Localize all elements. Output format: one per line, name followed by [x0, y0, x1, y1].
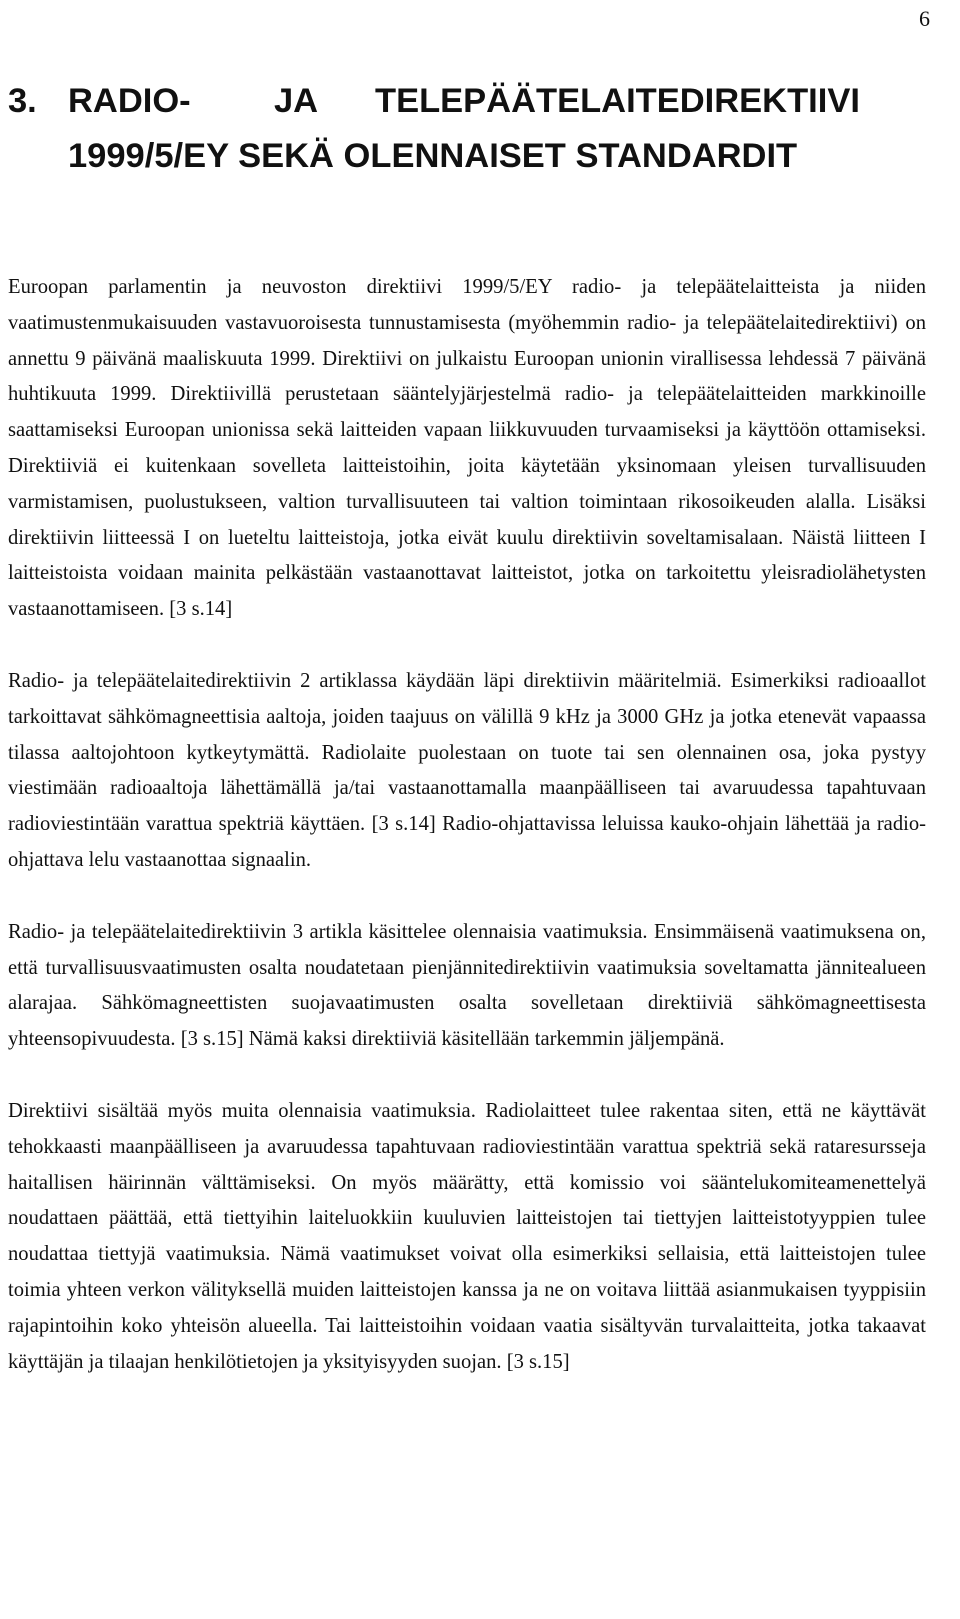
heading-word-radio: RADIO-: [68, 82, 191, 120]
heading-word-directive: TELEPÄÄTELAITEDIREKTIIVI: [375, 82, 860, 120]
heading-subtitle: 1999/5/EY SEKÄ OLENNAISET STANDARDIT: [68, 137, 798, 175]
body-text: [8, 270, 926, 1380]
paragraph-2: Radio- ja telepäätelaitedirektiivin 2 artiklassa käydään läpi direktiivin määritelmiä. Esimerkiksi radioaallot tarkoittavat sähkömagneettisia aaltoja, joiden taajuus on välillä 9 kHz ja 3000 GHz ja jotka etenevät vapaassa tilassa aaltojohtoon kytkeytymättä. Radiolaite puolestaan on tuote tai sen olennainen osa, joka pystyy viestimään radioaaltoja lähettämällä ja/tai vastaanottamalla maanpäälliseen tai avaruudessa tapahtuvaan radioviestintään varattua spektriä käyttäen. [3 s.14] Radio-ohjattavissa leluissa kauko-ohjain lähettää ja radio-ohjattava lelu vastaanottaa signaalin.: [8, 669, 926, 871]
paragraph-3: Radio- ja telepäätelaitedirektiivin 3 artikla käsittelee olennaisia vaatimuksia. Ensimmäisenä vaatimuksena on, että turvallisuusvaatimusten osalta noudatetaan pienjännitedirektiivin vaatimuksia soveltamatta jännitealueen alarajaa. Sähkömagneettisten suojavaatimusten osalta sovelletaan direktiiviä sähkömagneettisesta yhteensopivuudesta. [3 s.15] Nämä kaksi direktiiviä käsitellään tarkemmin jäljempänä.: [8, 920, 926, 1051]
heading-line-1: [8, 74, 928, 129]
paragraph-4: Direktiivi sisältää myös muita olennaisia vaatimuksia. Radiolaitteet tulee rakentaa siten, että ne käyttävät tehokkaasti maanpäälliseen ja avaruudessa tapahtuvaan radioviestintään varattua spektriä sekä rataresursseja haitallisen häirinnän välttämiseksi. On myös määrätty, että komissio voi sääntelukomiteamenettelyä noudattaen päättää, että tiettyihin laiteluokkiin kuuluvien laitteistojen tai tiettyjen laitteistotyyppien tulee noudattaa tiettyjä vaatimuksia. Nämä vaatimukset voivat olla esimerkiksi sellaisia, että laitteistojen tulee toimia yhteen verkon välityksellä muiden laitteistojen kanssa ja ne on voitava liittää asianmukaisen tyyppisiin rajapintoihin koko yhteisön alueella. Tai laitteistoihin voidaan vaatia sisältyvän turvalaitteita, jotka takaavat käyttäjän ja tilaajan henkilötietojen ja yksityisyyden suojan. [3 s.15]: [8, 1099, 926, 1373]
section-number: 3.: [8, 82, 37, 120]
section-heading: [8, 74, 928, 184]
page-number: 6: [919, 6, 930, 31]
heading-word-ja: JA: [274, 82, 319, 120]
paragraph-1: Euroopan parlamentin ja neuvoston direktiivi 1999/5/EY radio- ja telepäätelaitteista ja niiden vaatimustenmukaisuuden vastavuoroisesta tunnustamisesta (myöhemmin radio- ja telepäätelaitedirektiivi) on annettu 9 päivänä maaliskuuta 1999. Direktiivi on julkaistu Euroopan unionin virallisessa lehdessä 7 päivänä huhtikuuta 1999. Direktiivillä perustetaan sääntelyjärjestelmä radio- ja telepäätelaitteiden markkinoille saattamiseksi Euroopan unionissa sekä laitteiden vapaan liikkuvuuden turvaamiseksi ja käyttöön ottamiseksi. Direktiiviä ei kuitenkaan sovelleta laitteistoihin, joita käytetään yksinomaan yleisen turvallisuuden varmistamisen, puolustukseen, valtion turvallisuuteen tai valtion toimintaan rikosoikeuden alalla. Lisäksi direktiivin liitteessä I on lueteltu laitteistoja, jotka eivät kuulu direktiivin soveltamisalaan. Näistä liitteen I laitteistoista voidaan mainita pelkästään vastaanottavat laitteistot, jotka on tarkoitettu yleisradiolähetysten vastaanottamiseen. [3 s.14]: [8, 276, 926, 621]
heading-line-2: [8, 129, 928, 184]
